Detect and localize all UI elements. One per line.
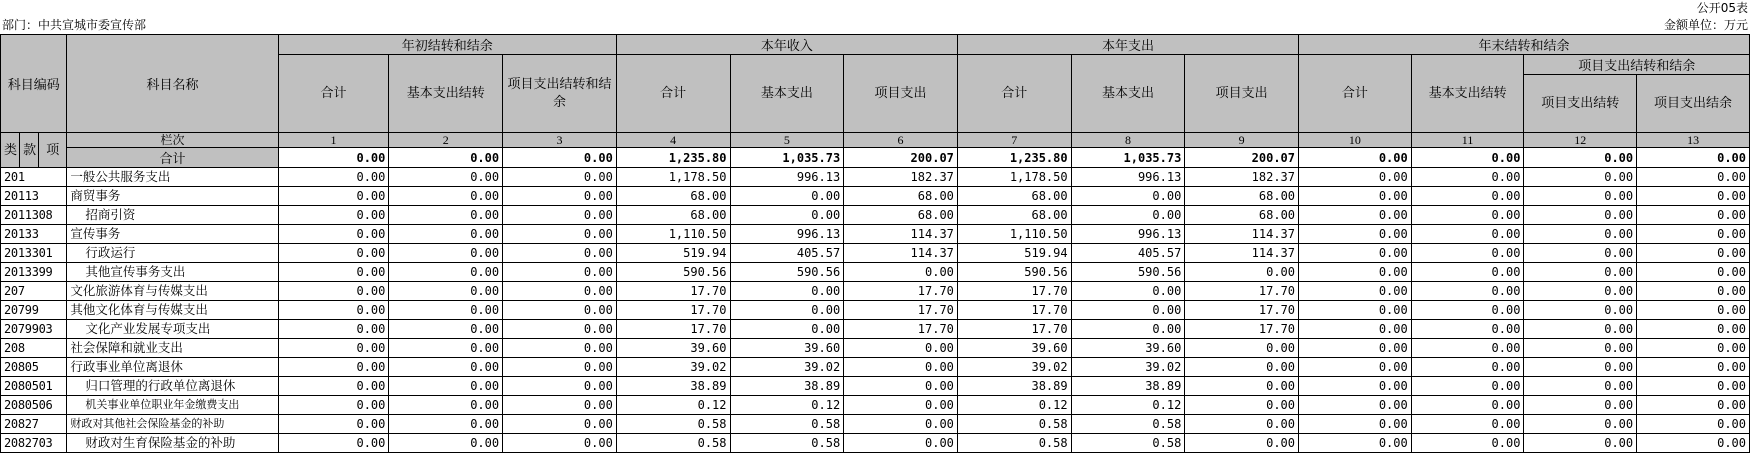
total-value: 0.00 — [278, 148, 389, 168]
cell-value: 17.70 — [844, 320, 958, 339]
cell-value: 0.58 — [1071, 434, 1185, 453]
header-group-end-project: 项目支出结转和结余 — [1524, 55, 1750, 75]
cell-value: 590.56 — [616, 263, 730, 282]
header-col-5: 基本支出 — [730, 55, 844, 133]
cell-value: 17.70 — [957, 320, 1071, 339]
cell-value: 0.00 — [1299, 244, 1412, 263]
cell-value: 519.94 — [957, 244, 1071, 263]
header-subject-name: 科目名称 — [67, 35, 278, 133]
total-value: 0.00 — [1411, 148, 1524, 168]
table-row — [1, 244, 1750, 263]
cell-value: 39.02 — [616, 358, 730, 377]
total-value: 0.00 — [1637, 148, 1750, 168]
cell-value: 0.00 — [503, 434, 617, 453]
table-row — [1, 377, 1750, 396]
subject-code: 208 — [1, 339, 67, 358]
cell-value: 0.00 — [278, 301, 389, 320]
subject-name: 宣传事务 — [67, 225, 278, 244]
cell-value: 0.00 — [1637, 282, 1750, 301]
cell-value: 0.00 — [278, 339, 389, 358]
header-col-10: 合计 — [1299, 55, 1412, 133]
cell-value: 39.02 — [730, 358, 844, 377]
cell-value: 39.60 — [616, 339, 730, 358]
department-label: 部门：中共宣城市委宣传部 — [2, 18, 147, 32]
cell-value: 0.00 — [1524, 282, 1637, 301]
cell-value: 0.00 — [1524, 339, 1637, 358]
header-lanci: 栏次 — [67, 133, 278, 148]
header-col-7: 合计 — [957, 55, 1071, 133]
cell-value: 0.00 — [278, 282, 389, 301]
report-table — [0, 34, 1750, 453]
cell-value: 0.00 — [278, 225, 389, 244]
cell-value: 0.00 — [1185, 339, 1299, 358]
idx-4: 4 — [616, 133, 730, 148]
subject-code: 2013301 — [1, 244, 67, 263]
header-col-2: 基本支出结转 — [389, 55, 503, 133]
cell-value: 114.37 — [1185, 225, 1299, 244]
table-row — [1, 282, 1750, 301]
cell-value: 0.00 — [1299, 415, 1412, 434]
subject-code: 20799 — [1, 301, 67, 320]
cell-value: 0.58 — [1071, 415, 1185, 434]
cell-value: 0.00 — [278, 358, 389, 377]
cell-value: 0.00 — [278, 320, 389, 339]
cell-value: 38.89 — [957, 377, 1071, 396]
idx-6: 6 — [844, 133, 958, 148]
header-kuan: 款 — [20, 133, 39, 168]
cell-value: 0.00 — [1299, 263, 1412, 282]
cell-value: 0.00 — [278, 187, 389, 206]
cell-value: 0.00 — [503, 396, 617, 415]
cell-value: 0.00 — [1299, 206, 1412, 225]
cell-value: 0.00 — [1411, 263, 1524, 282]
subject-name: 招商引资 — [67, 206, 278, 225]
cell-value: 0.00 — [1524, 244, 1637, 263]
cell-value: 0.00 — [389, 320, 503, 339]
header-group-end: 年末结转和结余 — [1299, 35, 1750, 55]
cell-value: 0.00 — [389, 377, 503, 396]
subject-code: 20805 — [1, 358, 67, 377]
cell-value: 68.00 — [957, 187, 1071, 206]
cell-value: 0.58 — [730, 434, 844, 453]
cell-value: 38.89 — [1071, 377, 1185, 396]
cell-value: 0.00 — [1411, 339, 1524, 358]
cell-value: 0.00 — [389, 187, 503, 206]
cell-value: 0.00 — [389, 339, 503, 358]
cell-value: 0.00 — [1411, 434, 1524, 453]
header-col-6: 项目支出 — [844, 55, 958, 133]
total-label: 合计 — [67, 148, 278, 168]
header-group-begin: 年初结转和结余 — [278, 35, 616, 55]
subject-code: 2080506 — [1, 396, 67, 415]
cell-value: 0.00 — [1637, 187, 1750, 206]
total-value: 200.07 — [844, 148, 958, 168]
unit-label: 金额单位：万元 — [1663, 18, 1748, 32]
subject-name: 其他宣传事务支出 — [67, 263, 278, 282]
cell-value: 0.00 — [1411, 168, 1524, 187]
cell-value: 68.00 — [1185, 187, 1299, 206]
cell-value: 0.00 — [1411, 320, 1524, 339]
idx-1: 1 — [278, 133, 389, 148]
cell-value: 996.13 — [730, 225, 844, 244]
subject-name: 行政运行 — [67, 244, 278, 263]
cell-value: 0.00 — [730, 187, 844, 206]
cell-value: 0.00 — [503, 358, 617, 377]
subject-name: 文化产业发展专项支出 — [67, 320, 278, 339]
cell-value: 0.00 — [1637, 244, 1750, 263]
cell-value: 0.00 — [1524, 358, 1637, 377]
cell-value: 182.37 — [844, 168, 958, 187]
cell-value: 0.00 — [1299, 358, 1412, 377]
cell-value: 0.00 — [1411, 206, 1524, 225]
cell-value: 0.00 — [389, 358, 503, 377]
header-col-3: 项目支出结转和结余 — [503, 55, 617, 133]
cell-value: 0.00 — [1524, 187, 1637, 206]
cell-value: 0.00 — [730, 282, 844, 301]
cell-value: 114.37 — [844, 225, 958, 244]
idx-13: 13 — [1637, 133, 1750, 148]
cell-value: 39.60 — [730, 339, 844, 358]
cell-value: 0.00 — [503, 377, 617, 396]
idx-5: 5 — [730, 133, 844, 148]
cell-value: 0.00 — [1185, 415, 1299, 434]
cell-value: 17.70 — [616, 282, 730, 301]
cell-value: 0.00 — [844, 434, 958, 453]
cell-value: 519.94 — [616, 244, 730, 263]
table-row — [1, 225, 1750, 244]
cell-value: 0.00 — [844, 358, 958, 377]
header-group-expense: 本年支出 — [957, 35, 1298, 55]
cell-value: 0.00 — [844, 263, 958, 282]
cell-value: 1,178.50 — [616, 168, 730, 187]
cell-value: 0.00 — [1637, 415, 1750, 434]
cell-value: 1,110.50 — [616, 225, 730, 244]
cell-value: 0.00 — [1637, 377, 1750, 396]
cell-value: 39.02 — [1071, 358, 1185, 377]
department-line — [0, 17, 1750, 34]
table-row — [1, 415, 1750, 434]
cell-value: 405.57 — [1071, 244, 1185, 263]
total-value: 200.07 — [1185, 148, 1299, 168]
cell-value: 68.00 — [844, 206, 958, 225]
subject-name: 行政事业单位离退休 — [67, 358, 278, 377]
cell-value: 17.70 — [1185, 282, 1299, 301]
total-value: 0.00 — [503, 148, 617, 168]
cell-value: 0.00 — [1071, 282, 1185, 301]
cell-value: 17.70 — [844, 282, 958, 301]
cell-value: 0.00 — [844, 415, 958, 434]
cell-value: 0.00 — [278, 377, 389, 396]
cell-value: 0.00 — [1524, 377, 1637, 396]
cell-value: 39.60 — [1071, 339, 1185, 358]
cell-value: 0.00 — [278, 434, 389, 453]
cell-value: 0.00 — [1637, 206, 1750, 225]
cell-value: 0.58 — [730, 415, 844, 434]
cell-value: 0.00 — [1411, 377, 1524, 396]
header-lei: 类 — [1, 133, 20, 168]
cell-value: 0.00 — [730, 320, 844, 339]
cell-value: 17.70 — [957, 282, 1071, 301]
cell-value: 0.00 — [1637, 358, 1750, 377]
cell-value: 0.00 — [389, 415, 503, 434]
cell-value: 0.00 — [1524, 415, 1637, 434]
cell-value: 0.00 — [1299, 282, 1412, 301]
cell-value: 0.00 — [503, 244, 617, 263]
cell-value: 590.56 — [730, 263, 844, 282]
cell-value: 996.13 — [730, 168, 844, 187]
table-body — [1, 168, 1750, 453]
cell-value: 0.58 — [957, 415, 1071, 434]
cell-value: 0.00 — [503, 168, 617, 187]
cell-value: 0.00 — [1299, 301, 1412, 320]
cell-value: 0.00 — [278, 244, 389, 263]
cell-value: 0.00 — [1637, 396, 1750, 415]
cell-value: 0.00 — [503, 225, 617, 244]
cell-value: 0.00 — [1299, 434, 1412, 453]
total-value: 1,235.80 — [616, 148, 730, 168]
cell-value: 0.00 — [1637, 434, 1750, 453]
header-col-1: 合计 — [278, 55, 389, 133]
cell-value: 0.12 — [616, 396, 730, 415]
cell-value: 0.00 — [503, 282, 617, 301]
subject-code: 2082703 — [1, 434, 67, 453]
table-row — [1, 263, 1750, 282]
cell-value: 0.00 — [389, 434, 503, 453]
cell-value: 0.00 — [1411, 415, 1524, 434]
cell-value: 38.89 — [616, 377, 730, 396]
cell-value: 114.37 — [844, 244, 958, 263]
table-row — [1, 434, 1750, 453]
total-value: 0.00 — [389, 148, 503, 168]
subject-code: 2079903 — [1, 320, 67, 339]
subject-code: 20113 — [1, 187, 67, 206]
subject-name: 一般公共服务支出 — [67, 168, 278, 187]
cell-value: 0.00 — [1299, 187, 1412, 206]
total-value: 1,235.80 — [957, 148, 1071, 168]
cell-value: 1,110.50 — [957, 225, 1071, 244]
cell-value: 0.00 — [503, 187, 617, 206]
cell-value: 590.56 — [957, 263, 1071, 282]
header-col-8: 基本支出 — [1071, 55, 1185, 133]
total-value: 0.00 — [1524, 148, 1637, 168]
cell-value: 38.89 — [730, 377, 844, 396]
header-col-9: 项目支出 — [1185, 55, 1299, 133]
cell-value: 0.00 — [844, 339, 958, 358]
cell-value: 0.00 — [1524, 263, 1637, 282]
cell-value: 0.00 — [278, 415, 389, 434]
cell-value: 0.00 — [503, 263, 617, 282]
cell-value: 182.37 — [1185, 168, 1299, 187]
cell-value: 0.00 — [1071, 320, 1185, 339]
cell-value: 0.00 — [1524, 320, 1637, 339]
cell-value: 0.00 — [503, 339, 617, 358]
subject-name: 财政对其他社会保险基金的补助 — [67, 415, 278, 434]
cell-value: 0.00 — [1411, 301, 1524, 320]
cell-value: 0.00 — [1411, 244, 1524, 263]
table-row — [1, 339, 1750, 358]
cell-value: 39.02 — [957, 358, 1071, 377]
cell-value: 0.58 — [616, 434, 730, 453]
cell-value: 0.00 — [1071, 301, 1185, 320]
cell-value: 0.00 — [1637, 320, 1750, 339]
subject-name: 社会保障和就业支出 — [67, 339, 278, 358]
cell-value: 0.00 — [503, 301, 617, 320]
cell-value: 17.70 — [616, 301, 730, 320]
total-value: 1,035.73 — [730, 148, 844, 168]
cell-value: 0.00 — [1185, 434, 1299, 453]
cell-value: 68.00 — [957, 206, 1071, 225]
cell-value: 17.70 — [1185, 320, 1299, 339]
cell-value: 68.00 — [616, 187, 730, 206]
subject-code: 2011308 — [1, 206, 67, 225]
subject-name: 商贸事务 — [67, 187, 278, 206]
idx-8: 8 — [1071, 133, 1185, 148]
cell-value: 0.00 — [1185, 263, 1299, 282]
cell-value: 1,178.50 — [957, 168, 1071, 187]
cell-value: 0.00 — [389, 244, 503, 263]
table-row — [1, 301, 1750, 320]
subject-name: 财政对生育保险基金的补助 — [67, 434, 278, 453]
cell-value: 0.00 — [1524, 301, 1637, 320]
cell-value: 17.70 — [1185, 301, 1299, 320]
subject-name: 机关事业单位职业年金缴费支出 — [67, 396, 278, 415]
subject-code: 2013399 — [1, 263, 67, 282]
cell-value: 0.00 — [1524, 434, 1637, 453]
cell-value: 0.00 — [1637, 339, 1750, 358]
cell-value: 68.00 — [616, 206, 730, 225]
cell-value: 39.60 — [957, 339, 1071, 358]
subject-name: 归口管理的行政单位离退休 — [67, 377, 278, 396]
cell-value: 0.00 — [1637, 168, 1750, 187]
cell-value: 590.56 — [1071, 263, 1185, 282]
cell-value: 0.00 — [1411, 187, 1524, 206]
cell-value: 0.00 — [730, 301, 844, 320]
cell-value: 0.00 — [730, 206, 844, 225]
form-code: 公开05表 — [1696, 1, 1748, 15]
cell-value: 0.12 — [957, 396, 1071, 415]
header-col-13: 项目支出结余 — [1637, 75, 1750, 133]
subject-code: 201 — [1, 168, 67, 187]
cell-value: 0.00 — [1299, 168, 1412, 187]
cell-value: 0.00 — [1185, 396, 1299, 415]
table-row — [1, 187, 1750, 206]
table-row — [1, 320, 1750, 339]
cell-value: 0.00 — [1637, 263, 1750, 282]
header-xiang: 项 — [39, 133, 67, 168]
cell-value: 996.13 — [1071, 225, 1185, 244]
cell-value: 0.58 — [957, 434, 1071, 453]
cell-value: 0.00 — [1524, 206, 1637, 225]
idx-11: 11 — [1411, 133, 1524, 148]
subject-code: 20133 — [1, 225, 67, 244]
subject-code: 20827 — [1, 415, 67, 434]
cell-value: 0.00 — [1411, 358, 1524, 377]
subject-name: 其他文化体育与传媒支出 — [67, 301, 278, 320]
idx-9: 9 — [1185, 133, 1299, 148]
cell-value: 405.57 — [730, 244, 844, 263]
cell-value: 0.00 — [1637, 225, 1750, 244]
cell-value: 0.00 — [389, 225, 503, 244]
header-subject-code: 科目编码 — [1, 35, 67, 133]
idx-2: 2 — [389, 133, 503, 148]
cell-value: 0.00 — [1071, 206, 1185, 225]
cell-value: 0.00 — [389, 206, 503, 225]
cell-value: 0.00 — [1299, 396, 1412, 415]
form-code-line — [0, 0, 1750, 17]
cell-value: 0.00 — [389, 263, 503, 282]
table-row — [1, 396, 1750, 415]
idx-10: 10 — [1299, 133, 1412, 148]
subject-code: 207 — [1, 282, 67, 301]
total-value: 0.00 — [1299, 148, 1412, 168]
cell-value: 0.00 — [1299, 320, 1412, 339]
cell-value: 0.00 — [389, 168, 503, 187]
cell-value: 0.00 — [1411, 225, 1524, 244]
total-value: 1,035.73 — [1071, 148, 1185, 168]
cell-value: 0.12 — [730, 396, 844, 415]
cell-value: 0.00 — [278, 396, 389, 415]
header-col-12: 项目支出结转 — [1524, 75, 1637, 133]
cell-value: 0.00 — [1524, 168, 1637, 187]
cell-value: 0.00 — [1524, 396, 1637, 415]
cell-value: 0.00 — [503, 206, 617, 225]
cell-value: 0.00 — [1299, 377, 1412, 396]
subject-name: 文化旅游体育与传媒支出 — [67, 282, 278, 301]
cell-value: 68.00 — [1185, 206, 1299, 225]
cell-value: 0.00 — [1185, 377, 1299, 396]
cell-value: 17.70 — [616, 320, 730, 339]
table-row — [1, 206, 1750, 225]
cell-value: 0.00 — [389, 282, 503, 301]
cell-value: 0.00 — [844, 377, 958, 396]
cell-value: 0.00 — [1411, 396, 1524, 415]
table-row — [1, 168, 1750, 187]
header-col-4: 合计 — [616, 55, 730, 133]
cell-value: 0.00 — [278, 263, 389, 282]
idx-3: 3 — [503, 133, 617, 148]
cell-value: 0.58 — [616, 415, 730, 434]
cell-value: 0.00 — [1299, 225, 1412, 244]
subject-code: 2080501 — [1, 377, 67, 396]
cell-value: 17.70 — [957, 301, 1071, 320]
cell-value: 0.00 — [1071, 187, 1185, 206]
header-group-income: 本年收入 — [616, 35, 957, 55]
cell-value: 68.00 — [844, 187, 958, 206]
cell-value: 0.00 — [1524, 225, 1637, 244]
header-col-11: 基本支出结转 — [1411, 55, 1524, 133]
cell-value: 0.00 — [1411, 282, 1524, 301]
cell-value: 0.00 — [389, 301, 503, 320]
cell-value: 0.00 — [278, 168, 389, 187]
cell-value: 0.00 — [389, 396, 503, 415]
cell-value: 0.00 — [503, 320, 617, 339]
cell-value: 0.00 — [1185, 358, 1299, 377]
cell-value: 0.12 — [1071, 396, 1185, 415]
cell-value: 0.00 — [1637, 301, 1750, 320]
cell-value: 114.37 — [1185, 244, 1299, 263]
idx-12: 12 — [1524, 133, 1637, 148]
cell-value: 0.00 — [278, 206, 389, 225]
cell-value: 0.00 — [1299, 339, 1412, 358]
cell-value: 0.00 — [844, 396, 958, 415]
cell-value: 0.00 — [503, 415, 617, 434]
cell-value: 996.13 — [1071, 168, 1185, 187]
cell-value: 17.70 — [844, 301, 958, 320]
idx-7: 7 — [957, 133, 1071, 148]
table-row — [1, 358, 1750, 377]
